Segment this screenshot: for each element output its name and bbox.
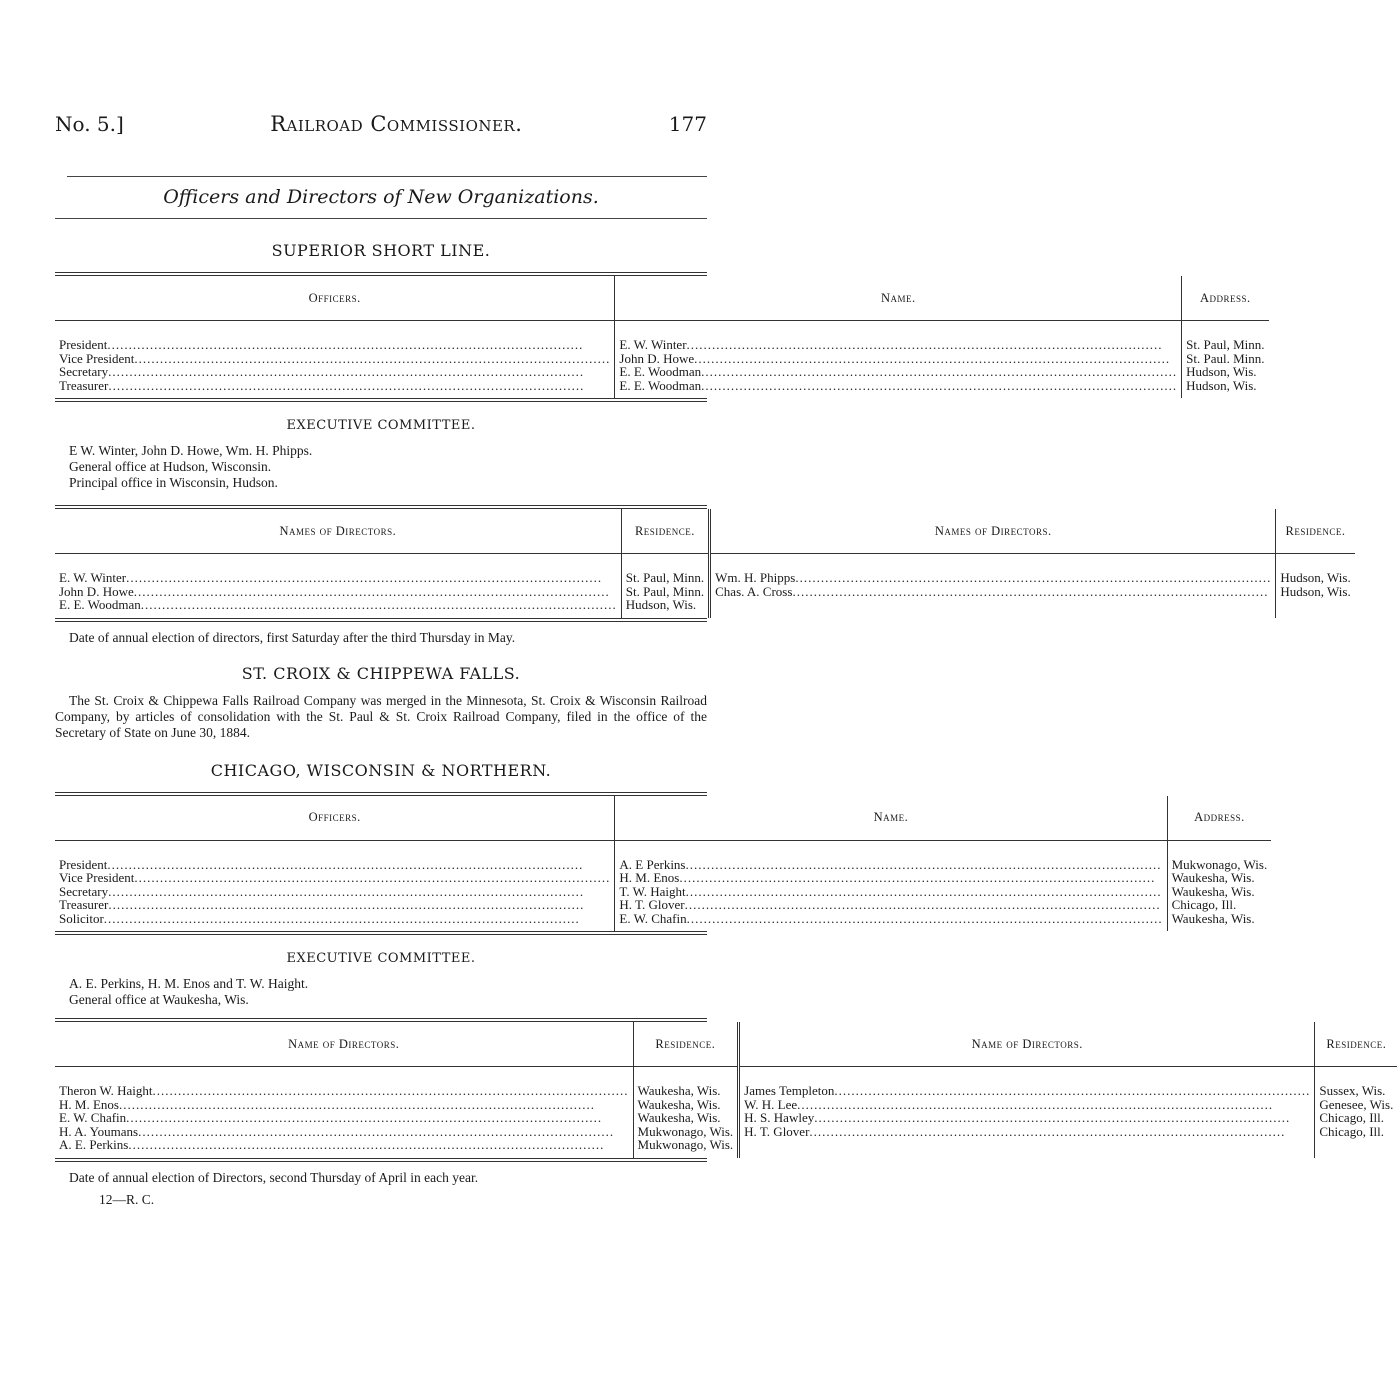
officer-role: Secretary bbox=[59, 883, 109, 899]
col-header-residence: Residence. bbox=[1315, 1022, 1397, 1067]
director-residence bbox=[1276, 598, 1355, 618]
director-residence: St. Paul, Minn. bbox=[621, 554, 709, 585]
director-name bbox=[739, 1138, 1315, 1158]
leader-dots bbox=[797, 1098, 1310, 1112]
col-header-name: Name. bbox=[615, 276, 1182, 321]
officer-role: Vice President bbox=[59, 350, 135, 366]
officer-role: Secretary bbox=[59, 364, 109, 379]
table-row bbox=[55, 598, 1355, 618]
officer-address: St. Paul, Minn. bbox=[1182, 321, 1269, 352]
officer-address: Hudson, Wis. bbox=[1182, 365, 1269, 379]
table-row bbox=[55, 871, 1271, 885]
officer-role: Vice President bbox=[59, 870, 135, 885]
col-header-officers: Officers. bbox=[55, 796, 615, 841]
officer-name: E. E. Woodman bbox=[619, 364, 702, 379]
director-residence: Sussex, Wis. bbox=[1315, 1067, 1397, 1098]
officer-address: Chicago, Ill. bbox=[1167, 898, 1271, 912]
director-residence: Hudson, Wis. bbox=[621, 598, 709, 618]
leader-dots bbox=[134, 585, 617, 599]
table-row bbox=[55, 840, 1271, 871]
leader-dots bbox=[128, 1138, 628, 1152]
issue-number: No. 5.] bbox=[55, 112, 124, 136]
leader-dots bbox=[795, 571, 1271, 585]
col-header-address: Address. bbox=[1167, 796, 1271, 841]
director-name: Wm. H. Phipps bbox=[715, 570, 796, 585]
officer-name: E. W. Chafin bbox=[619, 910, 687, 926]
col-header-name: Name. bbox=[615, 796, 1167, 841]
director-name: James Templeton bbox=[744, 1083, 835, 1098]
chicago-officers-table bbox=[55, 796, 1271, 932]
superior-officers-table bbox=[55, 276, 1269, 398]
col-header-officers: Officers. bbox=[55, 276, 615, 321]
executive-committee-chicago bbox=[69, 976, 707, 1008]
leader-dots bbox=[134, 352, 610, 366]
director-name: H. M. Enos bbox=[59, 1096, 119, 1112]
director-name: H. S. Hawley bbox=[744, 1110, 815, 1125]
table-bottom-rule bbox=[55, 618, 707, 622]
officer-address: St. Paul. Minn. bbox=[1182, 352, 1269, 366]
page-header bbox=[55, 112, 707, 136]
col-header-residence: Residence. bbox=[621, 509, 709, 554]
leader-dots bbox=[685, 898, 1163, 912]
leader-dots bbox=[686, 885, 1163, 899]
running-title: Railroad Commissioner. bbox=[270, 112, 523, 136]
officer-name: E. E. Woodman bbox=[619, 377, 702, 393]
officer-role: Treasurer bbox=[59, 377, 109, 393]
superior-directors-table bbox=[55, 509, 1355, 618]
officer-role: President bbox=[59, 337, 108, 352]
leader-dots bbox=[687, 338, 1178, 352]
leader-dots bbox=[138, 1125, 628, 1139]
director-residence: Waukesha, Wis. bbox=[633, 1098, 739, 1112]
officer-name: H. T. Glover bbox=[619, 897, 685, 912]
table-row bbox=[55, 321, 1269, 352]
leader-dots bbox=[679, 871, 1162, 885]
table-row bbox=[55, 365, 1269, 379]
leader-dots bbox=[809, 1125, 1310, 1139]
officer-name: A. E Perkins bbox=[619, 856, 686, 872]
table-bottom-rule bbox=[55, 398, 707, 402]
leader-dots bbox=[108, 365, 610, 379]
election-note-superior: Date of annual election of directors, first Saturday after the third Thursday in May. bbox=[69, 629, 516, 645]
col-header-residence: Residence. bbox=[1276, 509, 1355, 554]
section-title-stcroix: ST. CROIX & CHIPPEWA FALLS. bbox=[241, 663, 521, 683]
executive-line: General office at Waukesha, Wis. bbox=[69, 992, 249, 1007]
officer-address: Mukwonago, Wis. bbox=[1167, 840, 1271, 871]
section-title-chicago: CHICAGO, WISCONSIN & NORTHERN. bbox=[210, 760, 552, 780]
director-name: E. E. Woodman bbox=[59, 597, 141, 612]
director-name: H. T. Glover bbox=[744, 1123, 810, 1139]
top-rule bbox=[67, 176, 707, 177]
leader-dots bbox=[107, 338, 610, 352]
table-row bbox=[55, 1138, 1397, 1158]
officer-address: Waukesha, Wis. bbox=[1167, 885, 1271, 899]
document-page bbox=[55, 112, 1394, 1208]
director-residence: Mukwonago, Wis. bbox=[633, 1138, 739, 1158]
director-name: E. W. Winter bbox=[59, 570, 127, 585]
officer-name: John D. Howe bbox=[619, 350, 695, 366]
director-residence: Waukesha, Wis. bbox=[633, 1111, 739, 1125]
col-header-directors: Name of Directors. bbox=[739, 1022, 1315, 1067]
leader-dots bbox=[141, 598, 617, 612]
page-subtitle: Officers and Directors of New Organizations. bbox=[163, 186, 599, 208]
executive-line: Principal office in Wisconsin, Hudson. bbox=[69, 475, 278, 490]
director-name bbox=[710, 598, 1276, 618]
director-residence: Waukesha, Wis. bbox=[633, 1067, 739, 1098]
director-residence: Genesee, Wis. bbox=[1315, 1098, 1397, 1112]
leader-dots bbox=[694, 352, 1177, 366]
officer-address: Waukesha, Wis. bbox=[1167, 912, 1271, 932]
leader-dots bbox=[701, 365, 1177, 379]
officer-role: President bbox=[59, 856, 108, 872]
director-residence: St. Paul, Minn. bbox=[621, 585, 709, 599]
table-bottom-rule bbox=[55, 931, 707, 935]
leader-dots bbox=[686, 858, 1163, 872]
director-residence bbox=[1315, 1138, 1397, 1158]
table-row bbox=[55, 885, 1271, 899]
officer-role: Treasurer bbox=[59, 897, 109, 912]
leader-dots bbox=[104, 912, 611, 926]
table-row bbox=[55, 898, 1271, 912]
stcroix-paragraph: The St. Croix & Chippewa Falls Railroad Company was merged in the Minnesota, St. Croix & Wisconsin Railroad Company, by articles of consolidation with the St. Paul & St. Croix Railroad Company, filed in the office of the Secretary of State on June 30, 1884. bbox=[55, 692, 707, 740]
table-row bbox=[55, 912, 1271, 932]
director-residence: Hudson, Wis. bbox=[1276, 585, 1355, 599]
col-header-directors: Names of Directors. bbox=[710, 509, 1276, 554]
table-row bbox=[55, 1111, 1397, 1125]
executive-line: A. E. Perkins, H. M. Enos and T. W. Haight. bbox=[69, 976, 309, 991]
executive-line: General office at Hudson, Wisconsin. bbox=[69, 459, 272, 474]
section-title-superior: SUPERIOR SHORT LINE. bbox=[271, 241, 491, 260]
executive-title-superior: EXECUTIVE COMMITTEE. bbox=[286, 418, 476, 433]
director-name: A. E. Perkins bbox=[59, 1137, 129, 1152]
officer-name: H. M. Enos bbox=[619, 870, 680, 885]
col-header-directors: Name of Directors. bbox=[55, 1022, 633, 1067]
page-number: 177 bbox=[668, 112, 707, 136]
director-name: W. H. Lee bbox=[744, 1096, 798, 1112]
director-residence: Hudson, Wis. bbox=[1276, 554, 1355, 585]
director-name: H. A. Youmans bbox=[59, 1123, 139, 1139]
director-name: E. W. Chafin bbox=[59, 1110, 127, 1125]
executive-committee-superior bbox=[69, 443, 707, 491]
chicago-directors-table bbox=[55, 1022, 1397, 1158]
director-residence: Chicago, Ill. bbox=[1315, 1111, 1397, 1125]
leader-dots bbox=[792, 585, 1271, 599]
leader-dots bbox=[108, 379, 610, 393]
leader-dots bbox=[107, 858, 610, 872]
col-header-residence: Residence. bbox=[633, 1022, 739, 1067]
leader-dots bbox=[814, 1111, 1310, 1125]
leader-dots bbox=[126, 1111, 628, 1125]
officer-address: Waukesha, Wis. bbox=[1167, 871, 1271, 885]
leader-dots bbox=[126, 571, 617, 585]
signature-mark: 12—R. C. bbox=[99, 1191, 155, 1207]
director-name: John D. Howe bbox=[59, 583, 134, 599]
table-row bbox=[55, 352, 1269, 366]
director-name: Theron W. Haight bbox=[59, 1083, 153, 1098]
director-residence: Chicago, Ill. bbox=[1315, 1125, 1397, 1139]
table-row bbox=[55, 1067, 1397, 1098]
officer-address: Hudson, Wis. bbox=[1182, 379, 1269, 399]
leader-dots bbox=[119, 1098, 629, 1112]
col-header-directors: Names of Directors. bbox=[55, 509, 621, 554]
director-residence: Mukwonago, Wis. bbox=[633, 1125, 739, 1139]
col-header-address: Address. bbox=[1182, 276, 1269, 321]
leader-dots bbox=[108, 898, 610, 912]
leader-dots bbox=[701, 379, 1177, 393]
table-row bbox=[55, 554, 1355, 585]
officer-name: E. W. Winter bbox=[619, 337, 687, 352]
director-name: Chas. A. Cross bbox=[715, 583, 793, 599]
executive-line: E W. Winter, John D. Howe, Wm. H. Phipps. bbox=[69, 443, 313, 458]
election-note-chicago: Date of annual election of Directors, second Thursday of April in each year. bbox=[69, 1169, 479, 1185]
leader-dots bbox=[834, 1084, 1310, 1098]
executive-title-chicago: EXECUTIVE COMMITTEE. bbox=[286, 951, 476, 966]
officer-name: T. W. Haight bbox=[619, 883, 686, 899]
table-bottom-rule bbox=[55, 1158, 707, 1162]
leader-dots bbox=[153, 1084, 629, 1098]
leader-dots bbox=[687, 912, 1163, 926]
table-row bbox=[55, 1098, 1397, 1112]
table-row bbox=[55, 1125, 1397, 1139]
leader-dots bbox=[134, 871, 610, 885]
table-row bbox=[55, 379, 1269, 399]
subtitle-rule bbox=[55, 218, 707, 219]
table-row bbox=[55, 585, 1355, 599]
leader-dots bbox=[108, 885, 610, 899]
officer-role: Solicitor bbox=[59, 910, 104, 926]
